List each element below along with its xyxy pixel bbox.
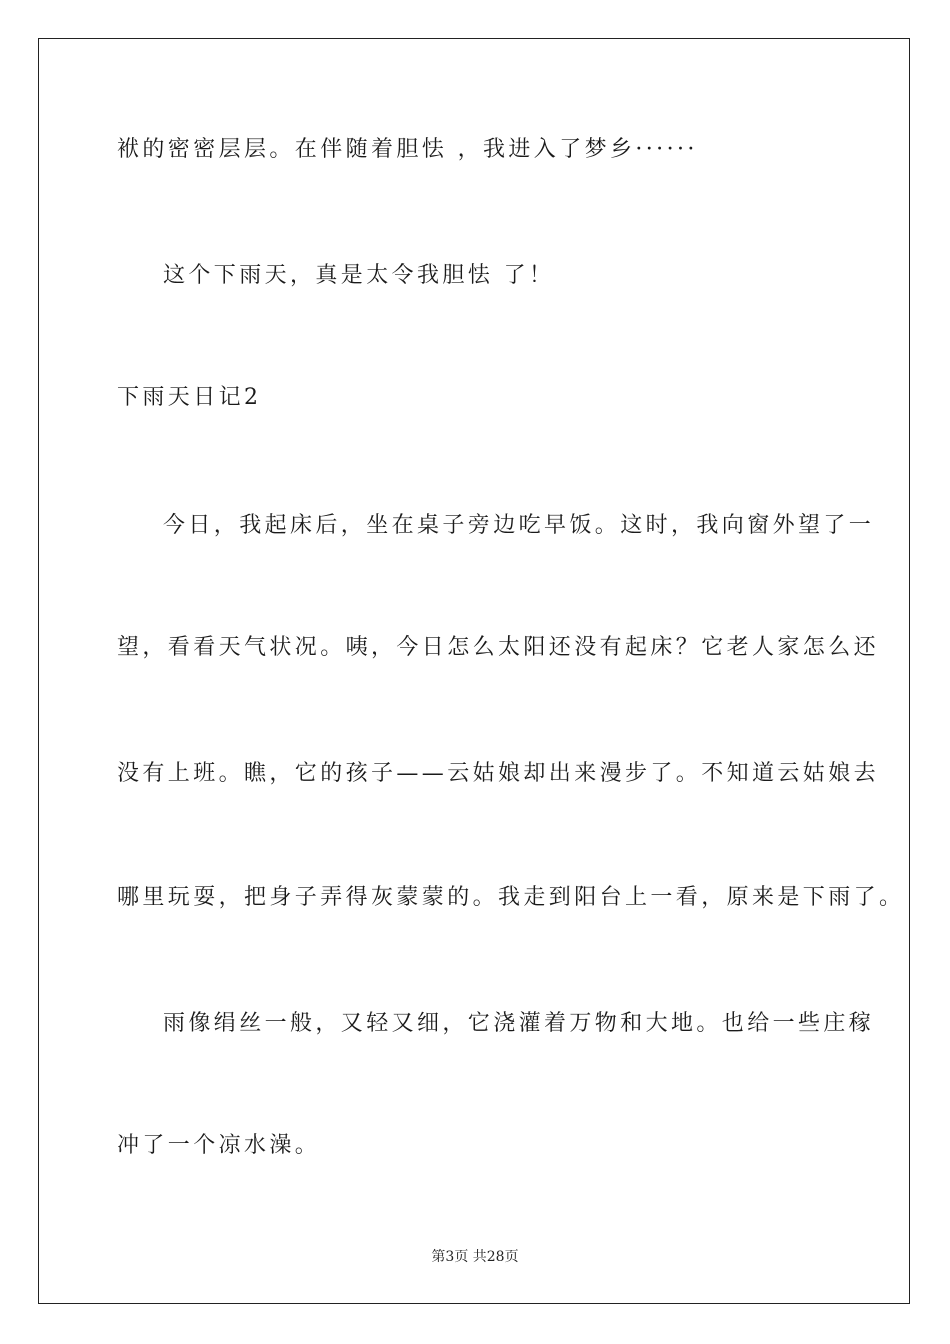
paragraph-line-5: 没有上班。瞧，它的孩子——云姑娘却出来漫步了。不知道云姑娘去 [117,761,880,786]
paragraph-line-3: 今日，我起床后，坐在桌子旁边吃早饭。这时，我向窗外望了一 [163,513,875,538]
paragraph-line-1: 袱的密密层层。在伴随着胆怯 ，我进入了梦乡······ [117,137,698,162]
page-number-footer: 第3页 共28页 [431,1249,519,1265]
paragraph-line-2: 这个下雨天，真是太令我胆怯 了！ [163,263,555,288]
page-border [38,38,910,1304]
paragraph-line-6: 哪里玩耍，把身子弄得灰蒙蒙的。我走到阳台上一看，原来是下雨了。 [117,885,905,910]
paragraph-line-4: 望，看看天气状况。咦，今日怎么太阳还没有起床？它老人家怎么还 [117,635,880,660]
section-heading: 下雨天日记2 [117,385,262,410]
paragraph-line-8: 冲了一个凉水澡。 [117,1133,321,1158]
paragraph-line-7: 雨像绢丝一般，又轻又细，它浇灌着万物和大地。也给一些庄稼 [163,1011,875,1036]
